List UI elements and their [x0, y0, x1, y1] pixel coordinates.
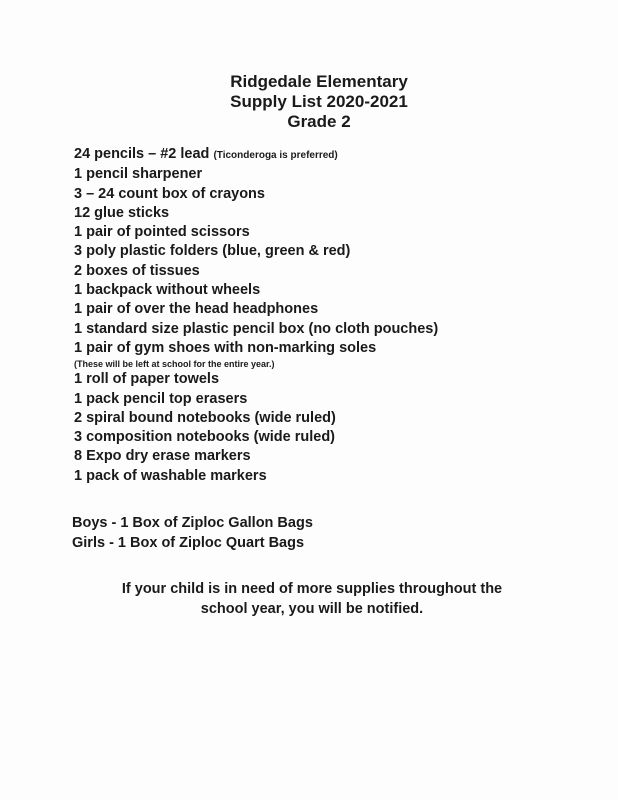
bag-requirements [72, 513, 313, 553]
supply-item [74, 223, 438, 242]
supply-item [74, 145, 438, 165]
supply-item [74, 447, 438, 466]
supply-item-text: 1 pair of pointed scissors [74, 224, 250, 241]
supply-item [74, 370, 438, 389]
supply-item-text: 1 pack pencil top erasers [74, 390, 248, 407]
supply-item-text: 24 pencils – #2 lead [74, 146, 214, 162]
supply-item-text: 1 pack of washable markers [74, 467, 267, 484]
supply-item-text: 2 spiral bound notebooks (wide ruled) [74, 409, 336, 426]
supply-item-text: 1 backpack without wheels [74, 282, 261, 299]
supply-item-text: 3 composition notebooks (wide ruled) [74, 429, 336, 446]
supply-item-note: (Ticonderoga is preferred) [213, 150, 338, 161]
supply-notice [0, 579, 618, 619]
supply-item-text: 8 Expo dry erase markers [74, 448, 251, 465]
supply-item-text: 2 boxes of tissues [74, 262, 200, 279]
notice-line-2: school year, you will be notified. [200, 601, 424, 617]
list-title: Supply List 2020-2021 [230, 92, 408, 111]
notice-line-1: If your child is in need of more supplies throughout the [121, 581, 503, 597]
supply-item [74, 262, 438, 281]
supply-item-text: 1 standard size plastic pencil box (no cloth pouches) [74, 320, 439, 337]
supply-item [74, 428, 438, 447]
supply-item-text: 1 roll of paper towels [74, 371, 220, 388]
supply-item [74, 320, 438, 339]
boys-bag-item: Boys - 1 Box of Ziploc Gallon Bags [72, 515, 313, 531]
supply-item [74, 409, 438, 428]
supply-item [74, 390, 438, 409]
supply-item-text: 12 glue sticks [74, 204, 170, 221]
grade-label: Grade 2 [287, 112, 351, 131]
supply-item [74, 204, 438, 223]
supply-item-text: 1 pair of over the head headphones [74, 301, 319, 318]
supply-item [74, 339, 438, 358]
supply-item [74, 185, 438, 204]
girls-bag-item: Girls - 1 Box of Ziploc Quart Bags [72, 535, 305, 551]
page-heading [0, 72, 618, 132]
supply-list [74, 145, 438, 486]
supply-item [74, 165, 438, 184]
school-name: Ridgedale Elementary [230, 72, 408, 91]
supply-note: (These will be left at school for the entire year.) [74, 359, 275, 370]
supply-item-text: 3 poly plastic folders (blue, green & red) [74, 243, 351, 260]
supply-item [74, 300, 438, 319]
supply-item-text: 1 pencil sharpener [74, 166, 203, 183]
supply-item [74, 281, 438, 300]
supply-item-text: 3 – 24 count box of crayons [74, 185, 265, 202]
supply-item-text: 1 pair of gym shoes with non-marking soles [74, 339, 377, 356]
supply-item [74, 242, 438, 261]
supply-item [74, 467, 438, 486]
